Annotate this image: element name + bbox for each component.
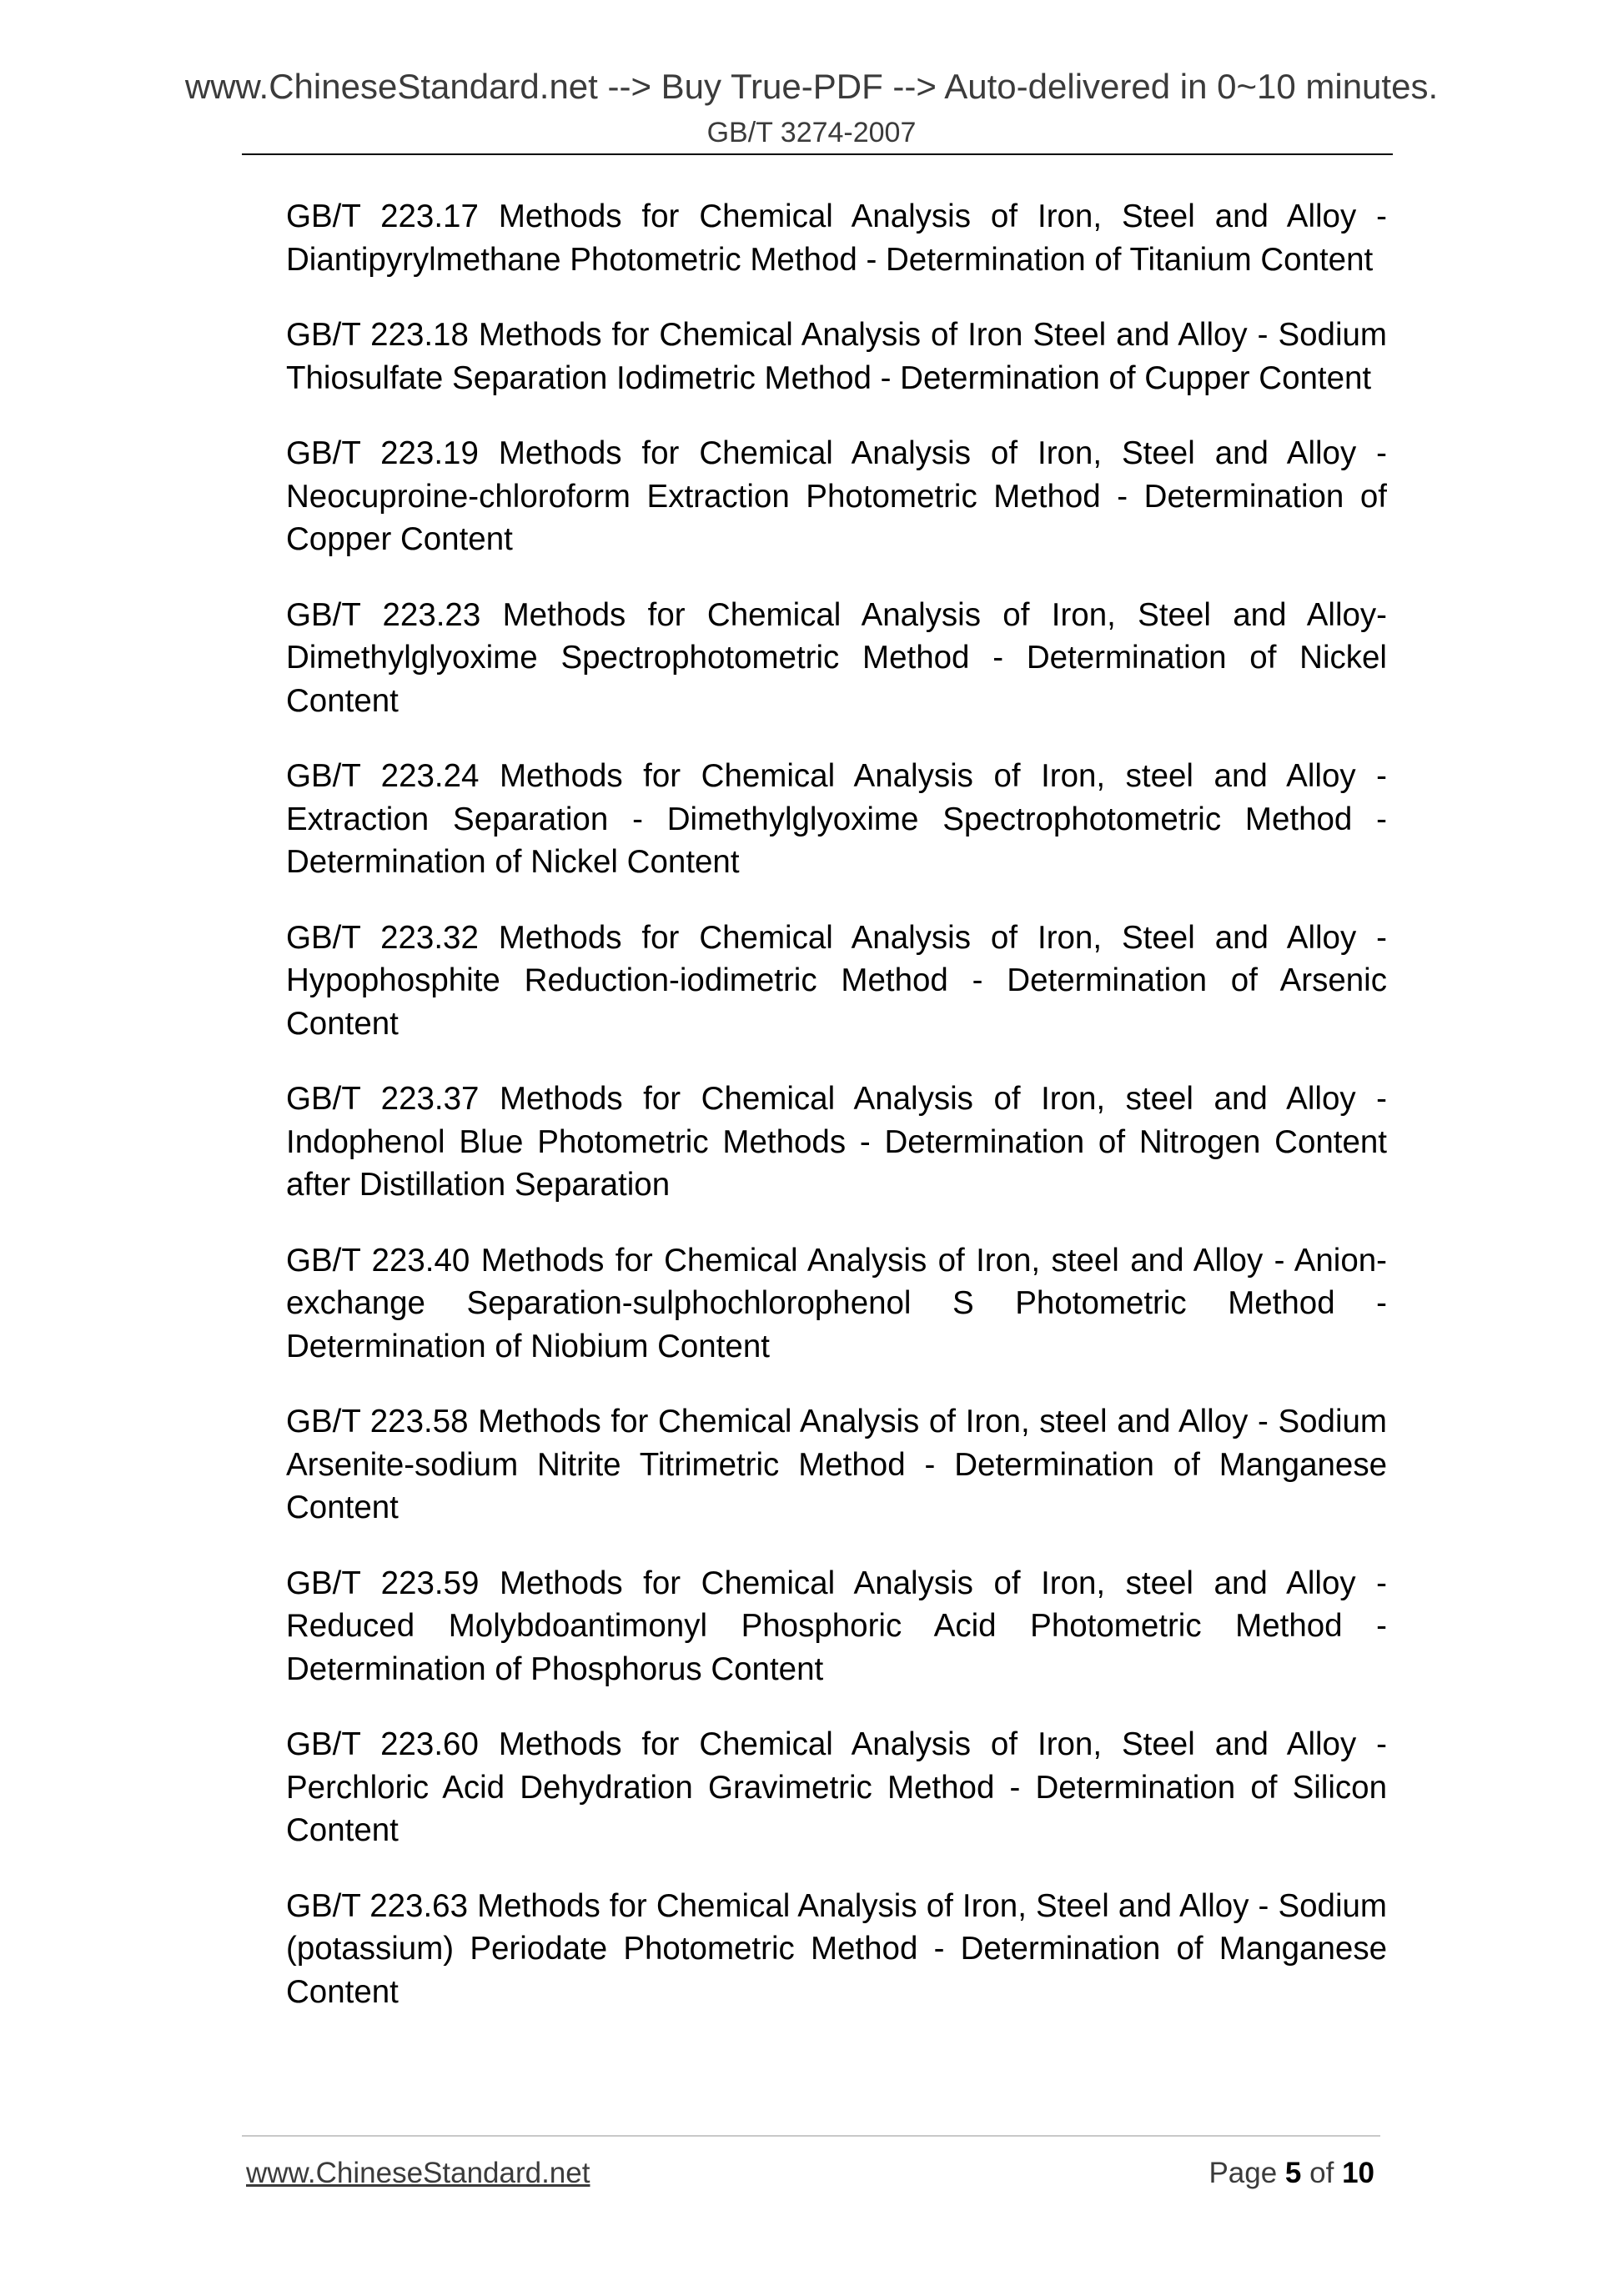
reference-item: GB/T 223.18 Methods for Chemical Analysis of Iron Steel and Alloy - Sodium Thiosulfate Separation Iodimetric Method - Determination of Cupper Content: [286, 317, 1387, 396]
page-of: of: [1309, 2157, 1334, 2189]
reference-item: GB/T 223.60 Methods for Chemical Analysis of Iron, Steel and Alloy - Perchloric Acid Dehydration Gravimetric Method - Determination of Silicon Content: [286, 1726, 1387, 1848]
reference-item: GB/T 223.58 Methods for Chemical Analysis of Iron, steel and Alloy - Sodium Arsenite-sodium Nitrite Titrimetric Method - Determination of Manganese Content: [286, 1404, 1387, 1525]
page-current: 5: [1284, 2157, 1302, 2189]
reference-item: GB/T 223.37 Methods for Chemical Analysis of Iron, steel and Alloy - Indophenol Blue Photometric Methods - Determination of Nitrogen Content after Distillation Separation: [286, 1081, 1387, 1203]
reference-item: GB/T 223.40 Methods for Chemical Analysis of Iron, steel and Alloy - Anion-exchange Separation-sulphochlorophenol S Photometric Method - Determination of Niobium Content: [286, 1242, 1387, 1364]
promo-banner: www.ChineseStandard.net --> Buy True-PDF --> Auto-delivered in 0~10 minutes.: [184, 67, 1439, 106]
reference-item: GB/T 223.24 Methods for Chemical Analysis of Iron, steel and Alloy - Extraction Separation - Dimethylglyoxime Spectrophotometric Method - Determination of Nickel Content: [286, 758, 1387, 880]
reference-item: GB/T 223.59 Methods for Chemical Analysis of Iron, steel and Alloy - Reduced Molybdoantimonyl Phosphoric Acid Photometric Method - Determination of Phosphorus Content: [286, 1565, 1387, 1687]
reference-item: GB/T 223.23 Methods for Chemical Analysis of Iron, Steel and Alloy- Dimethylglyoxime Spectrophotometric Method - Determination of Nickel Content: [286, 596, 1387, 719]
reference-item: GB/T 223.17 Methods for Chemical Analysis of Iron, Steel and Alloy - Diantipyrylmethane Photometric Method - Determination of Titanium Content: [286, 198, 1387, 278]
normative-references-list: [286, 195, 1387, 2046]
standard-code-header: GB/T 3274-2007: [706, 117, 917, 148]
page-number: [1208, 2155, 1374, 2192]
reference-item: GB/T 223.32 Methods for Chemical Analysis of Iron, Steel and Alloy - Hypophosphite Reduction-iodimetric Method - Determination of Arsenic Content: [286, 919, 1387, 1042]
footer-site-link[interactable]: www.ChineseStandard.net: [246, 2157, 590, 2189]
footer-divider: [242, 2135, 1380, 2137]
header-divider: [242, 153, 1393, 155]
page-label: Page: [1208, 2157, 1278, 2189]
page-total: 10: [1342, 2157, 1374, 2189]
reference-item: GB/T 223.19 Methods for Chemical Analysis of Iron, Steel and Alloy - Neocuproine-chloroform Extraction Photometric Method - Determination of Copper Content: [286, 435, 1387, 557]
reference-item: GB/T 223.63 Methods for Chemical Analysis of Iron, Steel and Alloy - Sodium (potassium) Periodate Photometric Method - Determination of Manganese Content: [286, 1887, 1387, 2010]
